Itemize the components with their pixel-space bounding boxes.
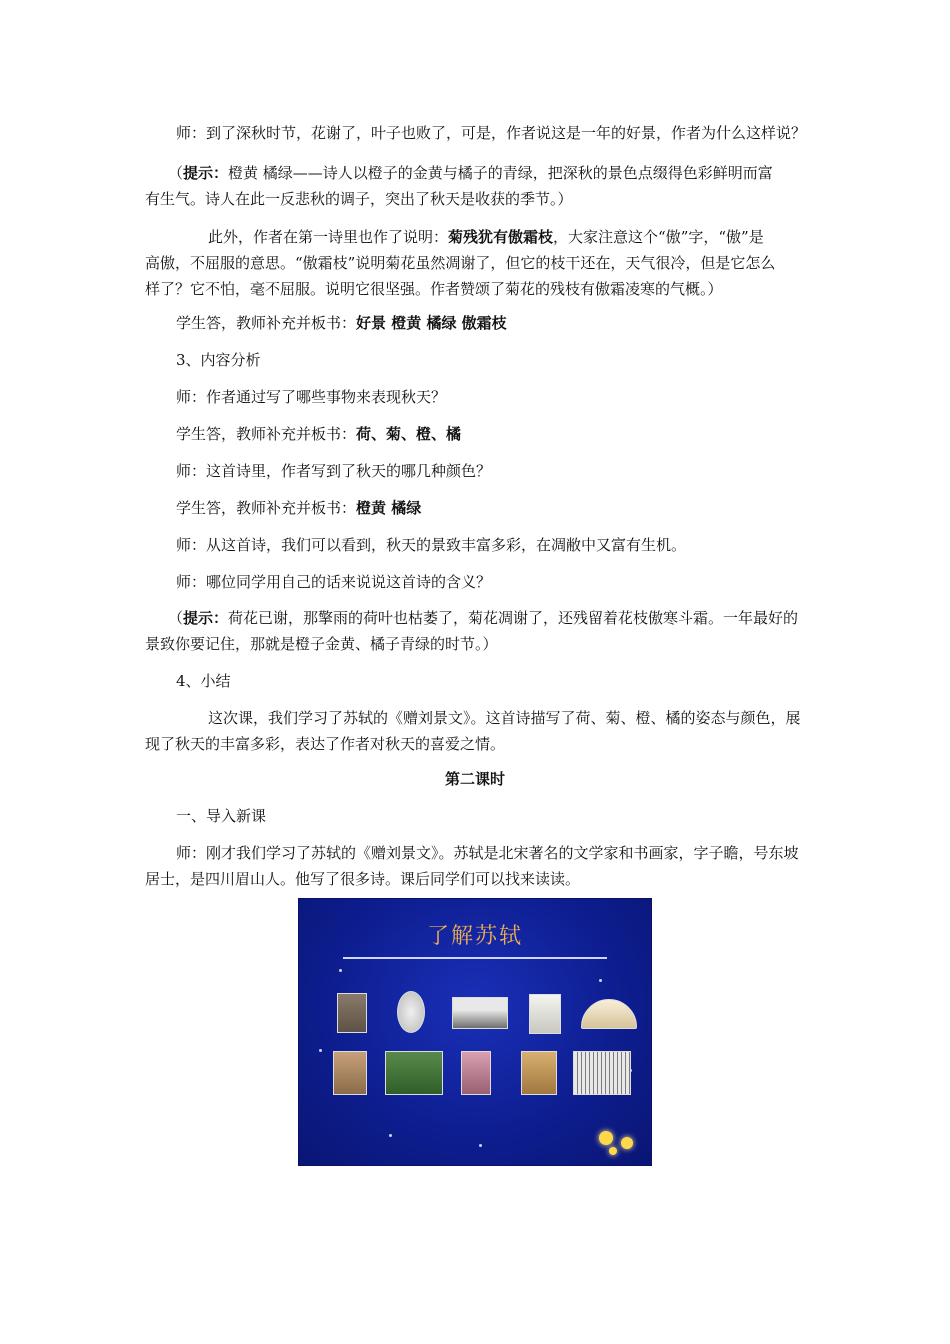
text-line: 现了秋天的丰富多彩，表达了作者对秋天的喜爱之情。 — [145, 735, 506, 753]
flower-decoration — [609, 1147, 617, 1155]
garden-thumbnail — [385, 1051, 443, 1095]
tip-label: 提示： — [183, 164, 229, 182]
paragraph-explanation-line-3 — [0, 276, 950, 303]
paragraph-tip-1-line-1: （提示：橙黄 橘绿——诗人以橙子的金黄与橘子的青绿，把深秋的景色点缀得色彩鲜明而富 — [168, 164, 773, 182]
text-line: 居士，是四川眉山人。他写了很多诗。课后同学们可以找来读读。 — [145, 870, 581, 888]
paragraph-intro-line-2 — [0, 866, 950, 893]
paragraph-explanation-line-1: 此外，作者在第一诗里也作了说明：菊残犹有傲霜枝，大家注意这个“傲”字，“傲”是 — [208, 228, 764, 246]
star-decoration — [389, 1134, 392, 1137]
text-line: 师：刚才我们学习了苏轼的《赠刘景文》。苏轼是北宋著名的文学家和书画家，字子瞻，号东坡 — [176, 844, 799, 862]
painting-thumbnail — [452, 997, 508, 1029]
portrait-thumbnail — [461, 1051, 491, 1095]
paragraph-board-2: 学生答，教师补充并板书：荷、菊、橙、橘 — [176, 425, 462, 443]
text-line: 有生气。诗人在此一反悲秋的调子，突出了秋天是收获的季节。） — [145, 190, 573, 208]
paragraph-tip-2-line-1: （提示：荷花已谢，那擎雨的荷叶也枯萎了，菊花凋谢了，还残留着花枝傲寒斗霜。一年最好的 — [168, 609, 799, 627]
heading-text: 第二课时 — [444, 770, 505, 788]
section-heading-content-analysis — [0, 347, 950, 374]
paragraph-tip-1-line-2 — [0, 186, 950, 213]
paragraph-teacher-statement — [0, 532, 950, 559]
paragraph-tip-2-line-2 — [0, 631, 950, 658]
text-line: 荷花已谢，那擎雨的荷叶也枯萎了，菊花凋谢了，还残留着花枝傲寒斗霜。一年最好的 — [228, 609, 799, 627]
flower-decoration — [621, 1137, 633, 1149]
paragraph-board-1: 学生答，教师补充并板书：好景 橙黄 橘绿 傲霜枝 — [176, 314, 507, 332]
portrait-thumbnail — [397, 991, 425, 1033]
text-line: 师：作者通过写了哪些事物来表现秋天？ — [176, 388, 447, 406]
paragraph-intro-line-1 — [0, 840, 950, 867]
text-line: 高傲，不屈服的意思。“傲霜枝”说明菊花虽然凋谢了，但它的枝干还在，天气很冷，但是它怎么 — [145, 254, 776, 272]
painting-thumbnail — [521, 1051, 557, 1095]
text-line: 师：哪位同学用自己的话来说说这首诗的含义？ — [176, 573, 492, 591]
heading-text: 3、内容分析 — [176, 351, 261, 369]
lesson-title-second — [0, 766, 950, 793]
paragraph-teacher-q3 — [0, 458, 950, 485]
board-text: 好景 橙黄 橘绿 傲霜枝 — [356, 314, 507, 332]
heading-text: 4、小结 — [176, 672, 231, 690]
slide-image-su-shi — [299, 899, 651, 1165]
paragraph-summary-line-1 — [0, 705, 950, 732]
flower-decoration — [599, 1131, 613, 1145]
text-line: 这次课，我们学习了苏轼的《赠刘景文》。这首诗描写了荷、菊、橙、橘的姿态与颜色，展 — [208, 709, 801, 727]
fan-painting-thumbnail — [581, 999, 637, 1029]
statue-thumbnail — [333, 1051, 367, 1095]
star-decoration — [339, 969, 342, 972]
tip-label: 提示： — [183, 609, 229, 627]
section-heading-intro — [0, 803, 950, 830]
paragraph-explanation-line-2 — [0, 250, 950, 277]
portrait-thumbnail — [529, 994, 561, 1034]
text-line: 师：从这首诗，我们可以看到，秋天的景致丰富多彩，在凋敝中又富有生机。 — [176, 536, 687, 554]
slide-title: 了解苏轼 — [426, 924, 523, 949]
star-decoration — [319, 1049, 322, 1052]
star-decoration — [479, 1144, 482, 1147]
text-line: 橙黄 橘绿——诗人以橙子的金黄与橘子的青绿，把深秋的景色点缀得色彩鲜明而富 — [228, 164, 773, 182]
paragraph-summary-line-2 — [0, 731, 950, 758]
text-line: 景致你要记住，那就是橙子金黄、橘子青绿的时节。） — [145, 635, 498, 653]
board-text: 荷、菊、橙、橘 — [356, 425, 462, 443]
portrait-thumbnail — [337, 993, 367, 1033]
poem-line-bold: 菊残犹有傲霜枝 — [448, 228, 554, 246]
heading-text: 一、导入新课 — [176, 807, 267, 825]
slide-divider — [343, 957, 607, 959]
star-decoration — [599, 979, 602, 982]
board-text: 橙黄 橘绿 — [356, 499, 422, 517]
text-line: 师：这首诗里，作者写到了秋天的哪几种颜色？ — [176, 462, 492, 480]
paragraph-teacher-q2 — [0, 384, 950, 411]
paragraph-teacher-q4 — [0, 569, 950, 596]
paragraph-teacher-question — [0, 120, 950, 147]
text-line: 师：到了深秋时节，花谢了，叶子也败了，可是，作者说这是一年的好景，作者为什么这样说？ — [176, 124, 807, 142]
calligraphy-thumbnail — [573, 1051, 631, 1095]
paragraph-board-3: 学生答，教师补充并板书：橙黄 橘绿 — [176, 499, 422, 517]
section-heading-summary — [0, 668, 950, 695]
text-line: 样了？它不怕，毫不屈服。说明它很坚强。作者赞颂了菊花的残枝有傲霜凌寒的气概。） — [145, 280, 723, 298]
